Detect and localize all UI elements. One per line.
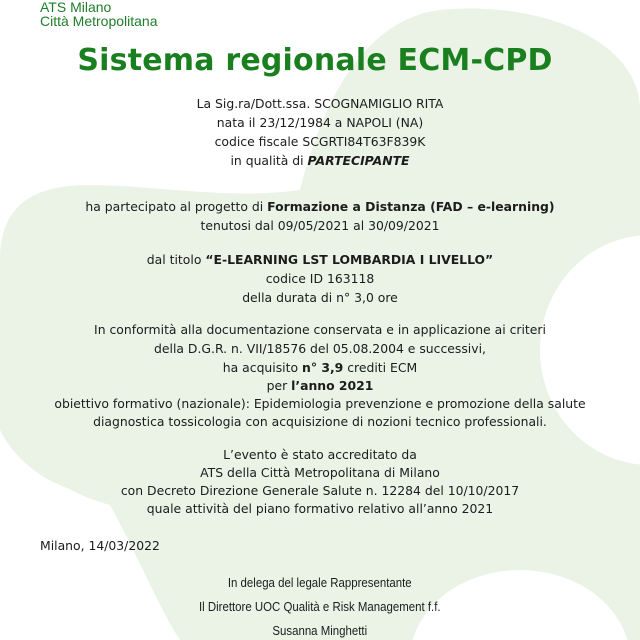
role-prefix: in qualità di xyxy=(230,153,308,168)
course-code-line: codice ID 163118 xyxy=(265,271,375,286)
place-date: Milano, 14/03/2022 xyxy=(40,538,160,553)
accreditation-line-4: quale attività del piano formativo relativo all’anno 2021 xyxy=(146,501,494,516)
org-name-line2: Città Metropolitana xyxy=(40,13,158,29)
credits-suffix: crediti ECM xyxy=(343,360,418,375)
project-intro: ha partecipato al progetto di xyxy=(85,199,268,214)
project-type: Formazione a Distanza (FAD – e-learning) xyxy=(267,199,555,214)
delegation-line: In delega del legale Rappresentante xyxy=(227,575,412,590)
credits-acquired-line xyxy=(0,360,640,376)
accreditation-line-1: L’evento è stato accreditato da xyxy=(223,447,417,462)
name-prefix: La Sig.ra/Dott.ssa. xyxy=(196,96,315,111)
conformity-line-2: della D.G.R. n. VII/18576 del 05.08.2004 e successivi, xyxy=(154,341,486,356)
signer-role: Il Direttore UOC Qualità e Risk Management f.f. xyxy=(198,599,441,614)
objective-line-2: diagnostica tossicologia con acquisizione di nozioni tecnico professionali. xyxy=(93,414,547,429)
organization-logo-text xyxy=(40,0,158,28)
project-line xyxy=(0,199,640,215)
conformity-line-1: In conformità alla documentazione conservata e in applicazione ai criteri xyxy=(94,322,546,337)
accreditation-line-3: con Decreto Direzione Generale Salute n. 12284 del 10/10/2017 xyxy=(120,483,520,498)
signer-name: Susanna Minghetti xyxy=(272,623,368,638)
participant-name-line xyxy=(0,96,640,112)
course-title-prefix: dal titolo xyxy=(146,252,206,267)
credits-value: n° 3,9 xyxy=(302,360,344,375)
project-dates-line: tenutosi dal 09/05/2021 al 30/09/2021 xyxy=(200,218,440,233)
tax-code-label: codice fiscale xyxy=(214,134,303,149)
course-title-line xyxy=(0,252,640,268)
participant-birth-line: nata il 23/12/1984 a NAPOLI (NA) xyxy=(216,115,424,130)
tax-code-value: SCGRTI84T63F839K xyxy=(302,134,426,149)
course-title: “E-LEARNING LST LOMBARDIA I LIVELLO” xyxy=(205,252,494,267)
course-duration-line: della durata di n° 3,0 ore xyxy=(242,290,398,305)
tax-code-line xyxy=(0,134,640,150)
page-title: Sistema regionale ECM-CPD xyxy=(77,43,553,78)
role-line xyxy=(0,153,640,169)
credits-year-line xyxy=(0,378,640,394)
participant-name: SCOGNAMIGLIO RITA xyxy=(314,96,444,111)
accreditation-line-2: ATS della Città Metropolitana di Milano xyxy=(200,465,440,480)
credits-prefix: ha acquisito xyxy=(222,360,303,375)
org-name-line1: ATS Milano xyxy=(40,0,112,15)
role-value: PARTECIPANTE xyxy=(307,153,410,168)
objective-line-1: obiettivo formativo (nazionale): Epidemiologia prevenzione e promozione della salute xyxy=(54,396,586,411)
year-value: l’anno 2021 xyxy=(291,378,374,393)
year-prefix: per xyxy=(266,378,292,393)
